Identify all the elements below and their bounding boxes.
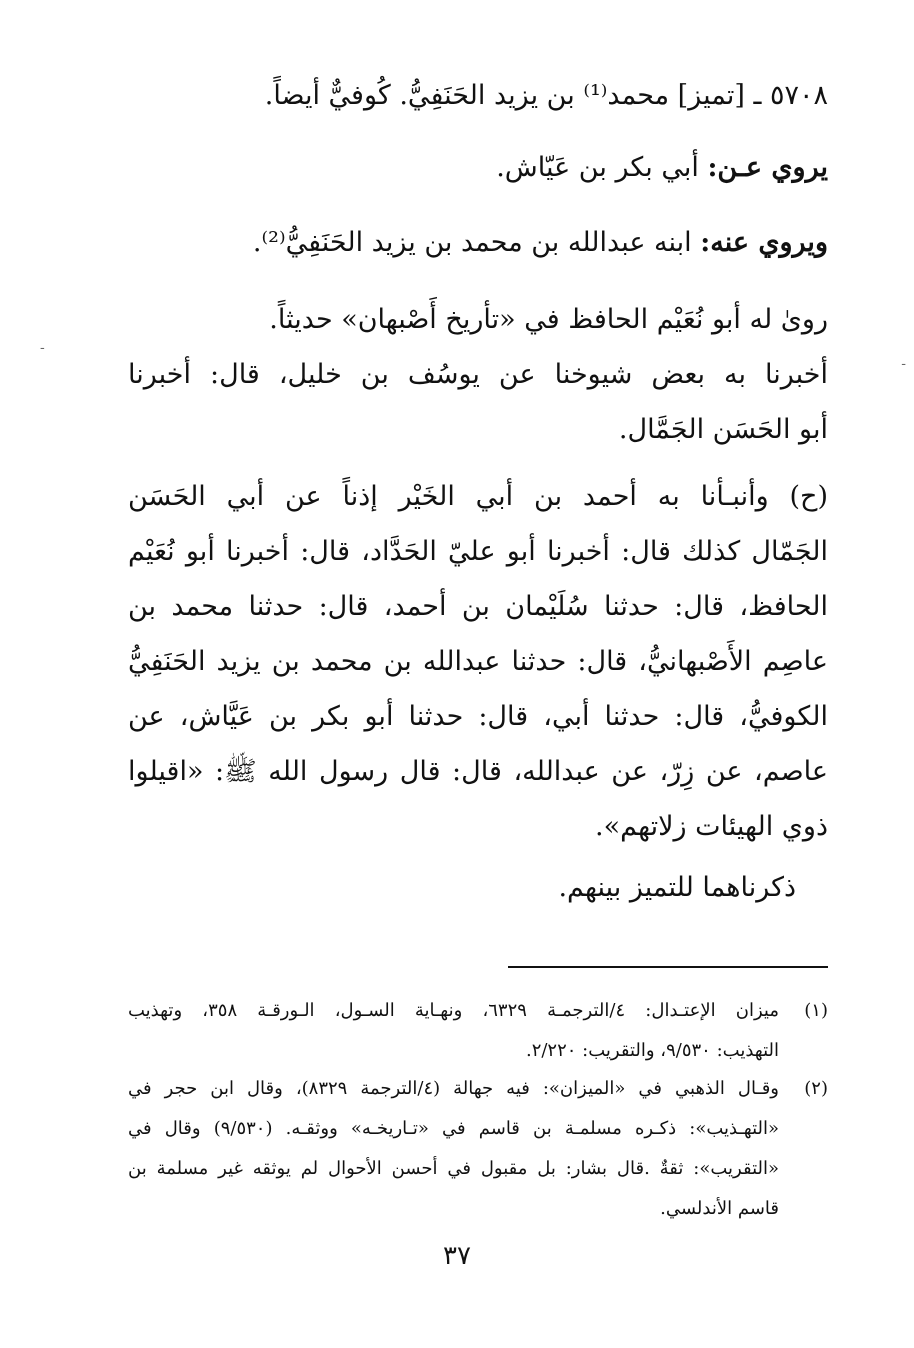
paragraph2-line: الحافظ، قال: حدثنا سُلَيْمان بن أحمد، قال: حدثنا محمد بن bbox=[128, 591, 828, 622]
paragraph2-line: (ح) وأنبـأنا به أحمد بن أبي الخَيْر إذناً عن أبي الحَسَن bbox=[128, 481, 828, 512]
narrated-by-label: ويروي عنه: bbox=[700, 227, 828, 258]
margin-mark: - bbox=[901, 356, 906, 372]
footnote-line: «التهـذيب»: ذكـره مسلمـة بن قاسم في «تـاريخـه» ووثقـه. (٩/٥٣٠) وقال في bbox=[128, 1118, 780, 1139]
paragraph2-line: الكوفيُّ، قال: حدثنا أبي، قال: حدثنا أبو بكر بن عَيَّاش، عن bbox=[128, 701, 828, 732]
footnote-line: وقـال الذهبي في «الميزان»: فيه جهالة (٤/الترجمة ٨٣٢٩)، وقال ابن حجر في bbox=[128, 1078, 779, 1099]
paragraph1-line: أبو الحَسَن الجَمَّال. bbox=[618, 414, 828, 445]
narrated-by-text: ابنه عبدالله بن محمد بن يزيد الحَنَفِيُّ⁽²⁾. bbox=[252, 227, 701, 258]
footnote-number: (١) bbox=[804, 1000, 828, 1021]
footnote-line: قاسم الأندلسي. bbox=[660, 1198, 779, 1219]
narrates-from-line bbox=[496, 148, 828, 188]
entry-heading: ٥٧٠٨ ـ [تميز] محمد⁽¹⁾ بن يزيد الحَنَفِيُّ. كُوفيٌّ أيضاً. bbox=[264, 80, 828, 111]
footnote-separator bbox=[508, 966, 828, 968]
footnote-line: التهذيب: ٩/٥٣٠، والتقريب: ٢/٢٢٠. bbox=[525, 1040, 779, 1061]
closing-line: ذكرناهما للتميز بينهم. bbox=[558, 872, 796, 903]
paragraph2-line: الجَمّال كذلك قال: أخبرنا أبو عليّ الحَدَّاد، قال: أخبرنا أبو نُعَيْم bbox=[128, 536, 828, 567]
paragraph2-line: عاصِم الأَصْبهانيُّ، قال: حدثنا عبدالله بن محمد بن يزيد الحَنَفِيُّ bbox=[128, 646, 828, 677]
footnote-number: (٢) bbox=[804, 1078, 828, 1099]
narrates-from-text: أبي بكر بن عَيّاش. bbox=[496, 152, 708, 183]
margin-mark: - bbox=[40, 340, 45, 356]
narrated-by-line bbox=[253, 223, 828, 263]
page-number: ٣٧ bbox=[443, 1241, 471, 1271]
footnote-line: «التقريب»: ثقةٌ .قال بشار: بل مقبول في أحسن الأحوال لم يوثقه غير مسلمة بن bbox=[128, 1158, 779, 1179]
paragraph2-line: عاصم، عن زِرّ، عن عبدالله، قال: قال رسول الله ﷺ: «اقيلوا bbox=[128, 756, 828, 787]
narrates-from-label: يروي عـن: bbox=[707, 152, 828, 183]
footnote-line: ميزان الإعتـدال: ٤/الترجمـة ٦٣٢٩، ونهـاية السـول، الـورقـة ٣٥٨، وتهذيب bbox=[128, 1000, 779, 1021]
paragraph2-line: ذوي الهيئات زلاتهم». bbox=[595, 811, 828, 842]
paragraph1-line: أخبرنا به بعض شيوخنا عن يوسُف بن خليل، قال: أخبرنا bbox=[128, 359, 828, 390]
paragraph1-line: روىٰ له أبو نُعَيْم الحافظ في «تأريخ أَصْبهان» حديثاً. bbox=[269, 304, 828, 335]
